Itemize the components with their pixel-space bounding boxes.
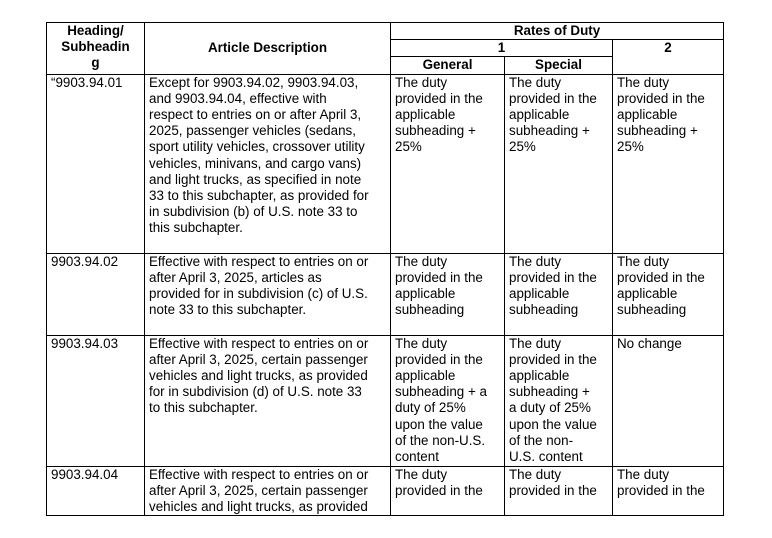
- heading-cell: 9903.94.04: [47, 466, 145, 516]
- table-row: [47, 74, 724, 253]
- heading-cell: 9903.94.02: [47, 253, 145, 335]
- rate-column-1-header: 1: [391, 40, 613, 57]
- article-description-column-header: Article Description: [145, 23, 391, 75]
- header-row-1: [47, 23, 724, 40]
- general-rate-cell: The duty provided in the applicable subheading + 25%: [391, 74, 505, 253]
- heading-column-header: Heading/ Subheadin g: [47, 23, 145, 75]
- tariff-table: [46, 22, 724, 516]
- rates-of-duty-header: Rates of Duty: [391, 23, 724, 40]
- description-cell: Effective with respect to entries on or after April 3, 2025, certain passenger vehicles and light trucks, as provided: [145, 466, 391, 516]
- general-rate-cell: The duty provided in the: [391, 466, 505, 516]
- general-rate-cell: The duty provided in the applicable subheading: [391, 253, 505, 335]
- cut-off-previous-line: [150, 0, 650, 2]
- description-cell: Effective with respect to entries on or after April 3, 2025, certain passenger vehicles and light trucks, as provided for in subdivision (d) of U.S. note 33 to this subchapter.: [145, 335, 391, 466]
- column-2-rate-cell: The duty provided in the: [613, 466, 724, 516]
- special-rate-cell: The duty provided in the: [505, 466, 613, 516]
- column-2-rate-cell: The duty provided in the applicable subheading: [613, 253, 724, 335]
- description-cell: Except for 9903.94.02, 9903.94.03, and 9903.94.04, effective with respect to entries on or after April 3, 2025, passenger vehicles (sedans, sport utility vehicles, crossover utility vehicles, minivans, and cargo vans) and light trucks, as specified in note 33 to this subchapter, as provided for in subdivision (b) of U.S. note 33 to this subchapter.: [145, 74, 391, 253]
- description-cell: Effective with respect to entries on or after April 3, 2025, articles as provided for in subdivision (c) of U.S. note 33 to this subchapter.: [145, 253, 391, 335]
- special-rate-cell: The duty provided in the applicable subheading: [505, 253, 613, 335]
- column-2-rate-cell: No change: [613, 335, 724, 466]
- heading-cell: “9903.94.01: [47, 74, 145, 253]
- table-row: [47, 253, 724, 335]
- special-rate-cell: The duty provided in the applicable subheading + a duty of 25% upon the value of the non- U.S. content: [505, 335, 613, 466]
- special-column-header: Special: [505, 57, 613, 74]
- special-rate-cell: The duty provided in the applicable subheading + 25%: [505, 74, 613, 253]
- general-column-header: General: [391, 57, 505, 74]
- general-rate-cell: The duty provided in the applicable subheading + a duty of 25% upon the value of the non-U.S. content: [391, 335, 505, 466]
- table-row: [47, 335, 724, 466]
- column-2-rate-cell: The duty provided in the applicable subheading + 25%: [613, 74, 724, 253]
- heading-cell: 9903.94.03: [47, 335, 145, 466]
- table-row: [47, 466, 724, 516]
- rate-column-2-header: 2: [613, 40, 724, 74]
